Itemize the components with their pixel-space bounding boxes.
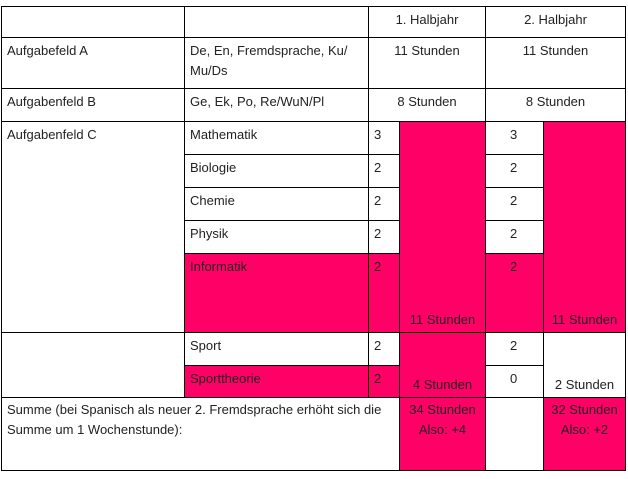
row-c-h1-total-text: 11 Stunden: [409, 312, 476, 327]
subject-physik: Physik: [184, 220, 369, 254]
subject-sporttheorie-h2: 0: [485, 365, 544, 398]
subject-biologie-h1: 2: [368, 154, 400, 188]
header-empty-label-cell: [1, 6, 185, 38]
row-c-h1-total: [399, 121, 486, 333]
sport-h1-total: [399, 332, 486, 398]
subject-informatik-h2: 2: [485, 253, 544, 333]
subject-physik-h1: 2: [368, 220, 400, 254]
subject-mathematik-h2: 3: [485, 121, 544, 155]
row-a-label: Aufgabefeld A: [1, 37, 185, 89]
subject-chemie: Chemie: [184, 187, 369, 221]
subject-physik-h2: 2: [485, 220, 544, 254]
sport-h1-total-text: 4 Stunden: [412, 377, 473, 392]
row-c-h2-total-text: 11 Stunden: [551, 312, 618, 327]
summe-h2-total: 32 Stunden: [551, 402, 618, 417]
subject-chemie-h1: 2: [368, 187, 400, 221]
subject-informatik: Informatik: [184, 253, 369, 333]
summe-h1: [399, 397, 486, 471]
row-b-label: Aufgabenfeld B: [1, 88, 185, 122]
header-halbjahr-1: 1. Halbjahr: [368, 6, 486, 38]
row-b-h1-hours: 8 Stunden: [368, 88, 486, 122]
subject-informatik-h1: 2: [368, 253, 400, 333]
sport-h2-total: [543, 332, 626, 398]
row-c-label: Aufgabenfeld C: [1, 121, 185, 333]
subject-mathematik-h1: 3: [368, 121, 400, 155]
subject-mathematik: Mathematik: [184, 121, 369, 155]
subject-biologie: Biologie: [184, 154, 369, 188]
row-b-h2-hours: 8 Stunden: [485, 88, 626, 122]
row-a-h1-hours: 11 Stunden: [368, 37, 486, 89]
row-c-h2-total: [543, 121, 626, 333]
row-a-h2-hours: 11 Stunden: [485, 37, 626, 89]
subject-sport-h2: 2: [485, 332, 544, 366]
summe-h2-note: Also: +2: [560, 422, 609, 437]
subject-sporttheorie-h1: 2: [368, 365, 400, 398]
subject-sport-h1: 2: [368, 332, 400, 366]
header-empty-subject-cell: [184, 6, 369, 38]
summe-label: Summe (bei Spanisch als neuer 2. Fremdsprache erhöht sich die Summe um 1 Wochenstunde):: [1, 397, 400, 471]
sport-h2-total-text: 2 Stunden: [554, 377, 615, 392]
row-a-subjects: De, En, Fremdsprache, Ku/ Mu/Ds: [184, 37, 369, 89]
subject-biologie-h2: 2: [485, 154, 544, 188]
subject-sporttheorie: Sporttheorie: [184, 365, 369, 398]
summe-h2-empty: [485, 397, 544, 471]
sport-label-empty: [1, 332, 185, 398]
header-halbjahr-2: 2. Halbjahr: [485, 6, 626, 38]
summe-h1-total: 34 Stunden: [409, 402, 476, 417]
row-b-subjects: Ge, Ek, Po, Re/WuN/Pl: [184, 88, 369, 122]
summe-h2: [543, 397, 626, 471]
summe-h1-note: Also: +4: [418, 422, 467, 437]
subject-sport: Sport: [184, 332, 369, 366]
subject-chemie-h2: 2: [485, 187, 544, 221]
